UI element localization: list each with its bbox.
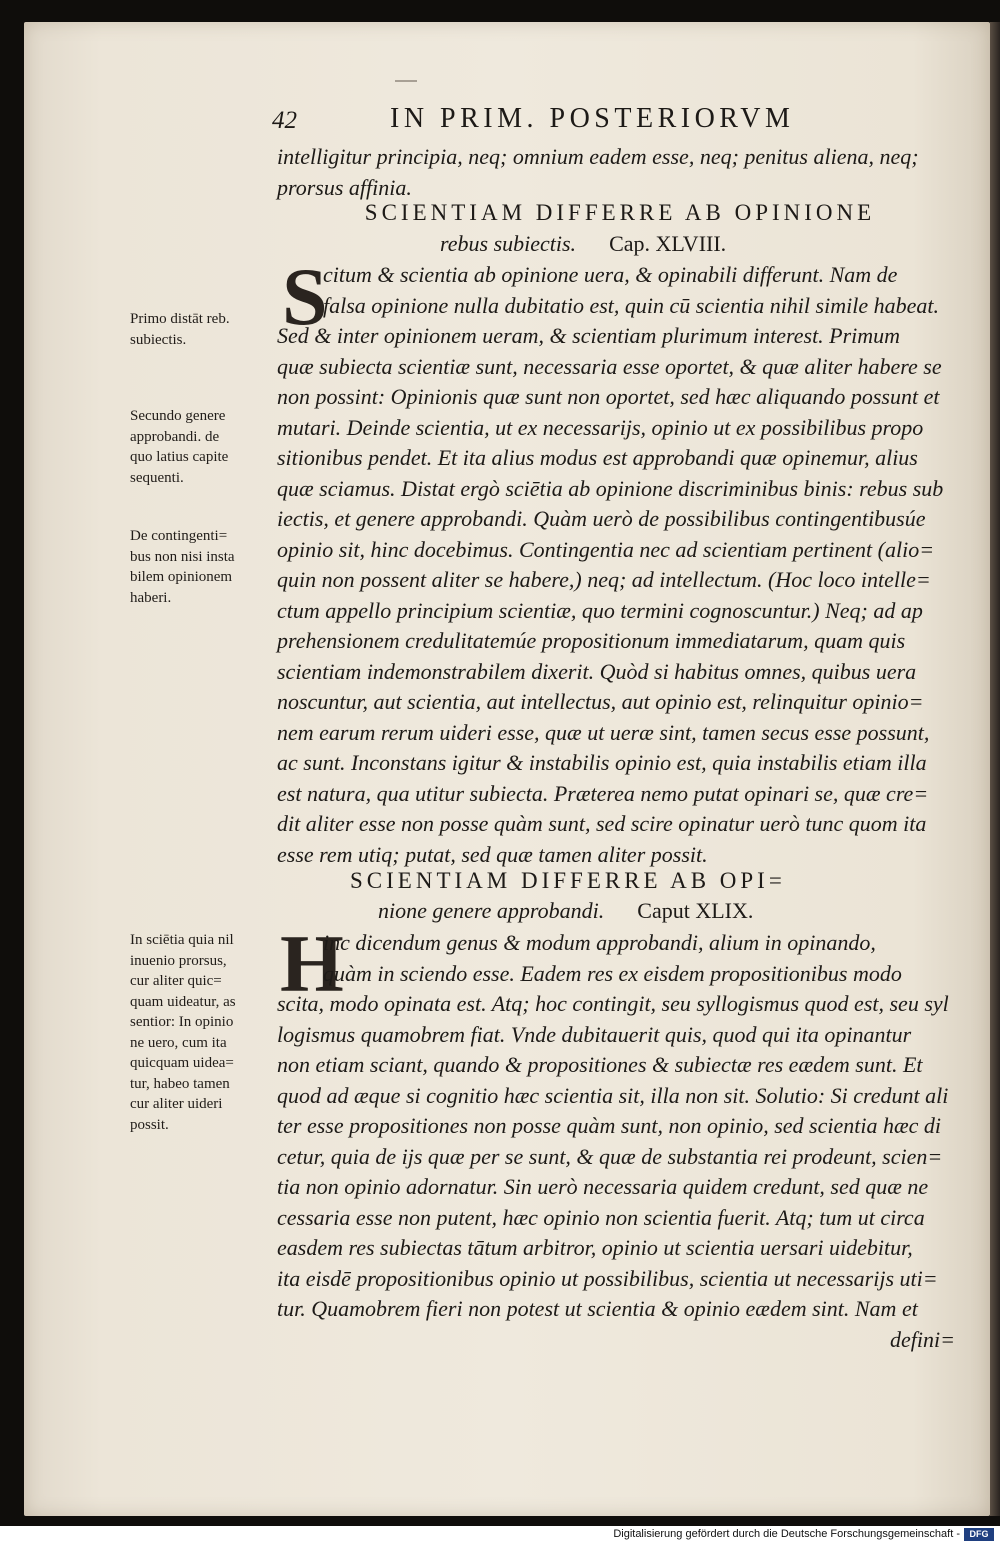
text-line: noscuntur, aut scientia, aut intellectus, aut opinio est, relinquitur opinio=: [277, 689, 924, 714]
margin-note: In sciētia quia nil inuenio prorsus, cur aliter quic= quam uideatur, as sentior: In opinio ne uero, cum ita quicquam uidea= tur, habeo tamen cur aliter uideri possit.: [130, 932, 236, 1133]
drop-cap-s: S: [282, 251, 328, 342]
text-line: prehensionem credulitatemúe propositionum immediatarum, quam quis: [277, 628, 906, 653]
chapter-49-heading: SCIENTIAM DIFFERRE AB OPI=: [350, 868, 786, 893]
text-line: tia non opinio adornatur. Sin uerò necessaria quidem credunt, sed quæ ne: [277, 1174, 929, 1199]
text-line: ter esse propositiones non posse quàm sunt, non opinio, sed scientia hæc di: [277, 1113, 942, 1138]
chapter-49-subheading: [378, 898, 938, 924]
text-line: est natura, qua utitur subiecta. Præterea nemo putat opinari se, quæ cre=: [277, 780, 929, 806]
running-head: [272, 103, 962, 143]
chapter-49-number: Caput XLIX.: [637, 898, 754, 923]
text-line: quæ subiecta scientiæ sunt, necessaria esse oportet, & quæ aliter habere se: [277, 353, 942, 379]
text-line: mutari. Deinde scientia, ut ex necessarijs, opinio ut ex possibilibus propo: [277, 414, 924, 440]
text-line: sitionibus pendet. Et ita alius modus est approbandi quæ opinemur, alius: [277, 445, 918, 470]
opening-paragraph: [277, 142, 955, 203]
chapter-48-subtitle: rebus subiectis.: [440, 231, 577, 256]
running-head-title: IN PRIM. POSTERIORVM: [390, 103, 795, 134]
text-line: quàm in sciendo esse. Eadem res ex eisdem propositionibus modo: [323, 960, 902, 986]
text-line: cetur, quia de ijs quæ per se sunt, & quæ de substantia rei prodeunt, scien=: [277, 1143, 943, 1169]
chapter-48-number: Cap. XLVIII.: [609, 231, 727, 256]
text-line: opinio sit, hinc docebimus. Contingentia nec ad scientiam pertinent (alio=: [277, 536, 935, 562]
text-line: dit aliter esse non posse quàm sunt, sed scire opinatur uerò tunc quom ita: [277, 811, 927, 836]
text-line: nem earum rerum uideri esse, quæ ut ueræ sint, tamen secus esse possunt,: [277, 719, 930, 745]
text-line: scientiam indemonstrabilem dixerit. Quòd si habitus omnes, quibus uera: [277, 658, 917, 684]
text-line: non possint: Opinionis quæ sunt non oportet, sed hæc aliquando possunt et: [277, 384, 940, 409]
text-line: quæ sciamus. Distat ergò sciētia ab opinione discriminibus binis: rebus sub: [277, 475, 944, 501]
chapter-49-body: [277, 918, 955, 1355]
text-line: quod ad æque si cognitio hæc scientia sit, illa non sit. Solutio: Si credunt ali: [277, 1082, 949, 1108]
chapter-48-heading: SCIENTIAM DIFFERRE AB OPINIONE: [364, 200, 876, 225]
text-line: scita, modo opinata est. Atq; hoc contingit, seu syllogismus quod est, seu syl: [277, 991, 949, 1016]
text-line: logismus quamobrem fiat. Vnde dubitauerit quis, quod qui ita opinantur: [277, 1021, 912, 1047]
text-line: esse rem utiq; putat, sed quæ tamen aliter possit.: [277, 841, 708, 867]
dfg-logo[interactable]: DFG: [964, 1528, 994, 1541]
drop-cap-h: H: [280, 918, 344, 1009]
text-line: tur. Quamobrem fieri non potest ut scientia & opinio eædem sint. Nam et: [277, 1296, 918, 1321]
chapter-49-subtitle: nione genere approbandi.: [378, 898, 605, 923]
text-line: ctum appello principium scientiæ, quo termini cognoscuntur.) Neq; ad ap: [277, 597, 923, 623]
text-line: Sed & inter opinionem ueram, & scientiam plurimum interest. Primum: [277, 323, 901, 348]
text-line: falsa opinione nulla dubitatio est, quin cū scientia nihil simile habeat.: [323, 292, 939, 318]
page-number: 42: [272, 107, 297, 134]
footer-bar: [0, 1526, 1000, 1544]
text-line: inc dicendum genus & modum approbandi, alium in opinando,: [323, 930, 876, 955]
margin-note: Secundo genere approbandi. de quo latius capite sequenti.: [130, 408, 229, 486]
page-edge: [990, 22, 1000, 1516]
text-line: citum & scientia ab opinione uera, & opinabili differunt. Nam de: [323, 262, 898, 287]
text-line: non etiam sciant, quando & propositiones & subiectæ res eædem sunt. Et: [277, 1052, 923, 1077]
chapter-48-subheading: [440, 231, 960, 257]
text-line: ac sunt. Inconstans igitur & instabilis opinio est, quia instabilis etiam illa: [277, 750, 927, 775]
funding-credit: Digitalisierung gefördert durch die Deutsche Forschungsgemeinschaft -: [613, 1528, 960, 1540]
margin-note: De contingenti= bus non nisi insta bilem opinionem haberi.: [130, 528, 235, 606]
ink-smudge: [395, 80, 417, 82]
text-line-catchword: defini=: [890, 1326, 955, 1352]
text-line: ita eisdē propositionibus opinio ut possibilibus, scientia ut necessarijs uti=: [277, 1265, 938, 1291]
text-line: prorsus affinia.: [277, 174, 412, 200]
text-line: easdem res subiectas tātum arbitror, opinio ut scientia uersari uidebitur,: [277, 1235, 913, 1260]
text-line: intelligitur principia, neq; omnium eadem esse, neq; penitus aliena, neq;: [277, 144, 919, 169]
chapter-48-body: [277, 251, 955, 870]
margin-note: Primo distāt reb. subiectis.: [130, 311, 230, 348]
text-line: cessaria esse non putent, hæc opinio non scientia fuerit. Atq; tum ut circa: [277, 1204, 925, 1230]
text-line: quin non possent aliter se habere,) neq; ad intellectum. (Hoc loco intelle=: [277, 567, 931, 592]
text-line: iectis, et genere approbandi. Quàm uerò de possibilibus contingentibusúe: [277, 506, 926, 531]
